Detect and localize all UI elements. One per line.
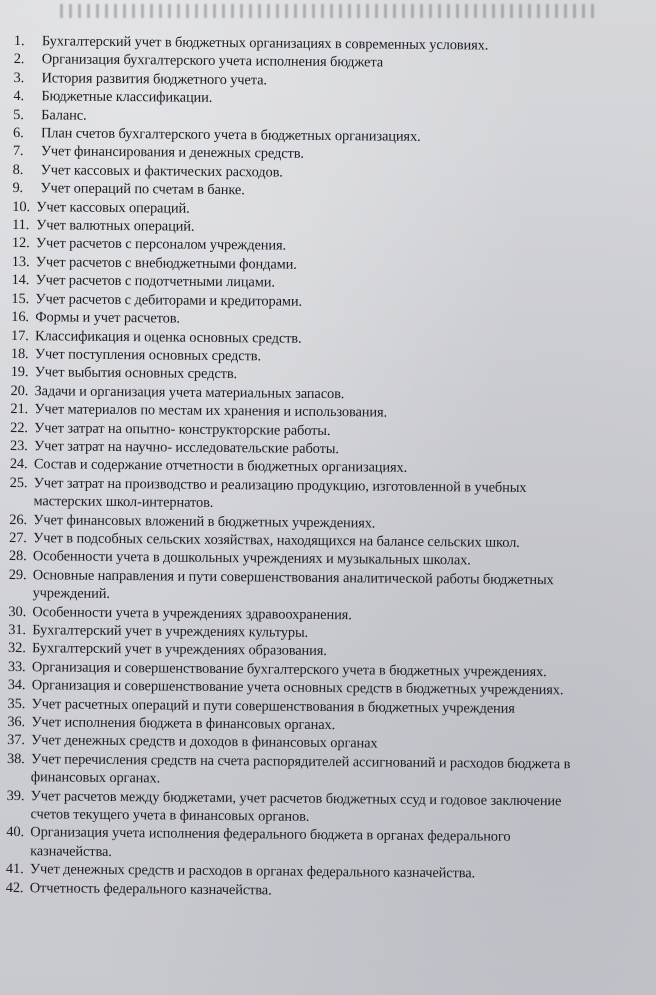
item-number: 33. <box>7 658 26 675</box>
list-item <box>7 750 637 793</box>
item-number: 21. <box>10 401 29 418</box>
item-number: 18. <box>10 345 29 363</box>
item-text: Учет расчетов с дебиторами и кредиторами. <box>35 290 303 310</box>
item-text: Бухгалтерский учет в учреждениях культуры. <box>32 622 309 641</box>
item-number: 30. <box>8 603 27 620</box>
item-number: 9. <box>12 180 24 197</box>
item-number: 29. <box>8 566 27 583</box>
item-text: Классификация и оценка основных средств. <box>35 327 302 347</box>
list-item <box>9 474 639 517</box>
item-number: 34. <box>7 677 26 694</box>
item-number: 14. <box>11 272 30 289</box>
item-number: 17. <box>11 327 29 344</box>
item-number: 1. <box>13 32 25 50</box>
item-number: 23. <box>9 437 28 455</box>
item-text: Учет расчетов с внебюджетными фондами. <box>35 254 297 273</box>
item-number: 31. <box>8 621 27 639</box>
item-number: 39. <box>6 787 25 804</box>
item-text: Задачи и организация учета материальных запасов. <box>34 382 345 402</box>
list-item <box>9 566 639 609</box>
item-number: 42. <box>5 879 24 896</box>
item-number: 27. <box>9 529 27 547</box>
item-text: Бюджетные классификации. <box>41 88 213 107</box>
item-number: 24. <box>9 456 28 473</box>
item-number: 35. <box>7 695 26 712</box>
item-number: 26. <box>9 511 28 528</box>
item-text: Основные направления и пути совершенствования аналитической работы бюджетных учреждений. <box>32 566 554 603</box>
item-number: 28. <box>8 548 27 565</box>
item-number: 7. <box>12 143 24 160</box>
item-text: Состав и содержание отчетности в бюджетных организациях. <box>33 456 408 477</box>
item-text: Учет затрат на научно- исследовательские работы. <box>33 438 339 458</box>
item-text: Учет кассовых операций. <box>36 198 190 217</box>
item-text: Учет денежных средств и доходов в финансовых органах <box>31 732 378 752</box>
item-number: 37. <box>7 732 25 749</box>
item-text: Организация и совершенствование бухгалтерского учета в бюджетных учреждениях. <box>31 659 547 680</box>
item-text: Учет расчетов между бюджетами, учет расчетов бюджетных ссуд и годовое заключение счетов текущего учета в финансовых органов. <box>30 787 562 825</box>
item-number: 2. <box>13 51 25 68</box>
item-number: 15. <box>11 290 30 307</box>
item-text: Учет затрат на производство и реализацию продукцию, изготовленной в учебных мастерских школ-интернатов. <box>33 474 527 512</box>
item-text: Отчетность федерального казначейства. <box>29 879 272 899</box>
item-text: План счетов бухгалтерского учета в бюджетных организациях. <box>40 125 421 145</box>
item-text: Учет кассовых и фактических расходов. <box>40 162 283 181</box>
item-number: 4. <box>13 88 25 105</box>
item-number: 5. <box>13 106 24 123</box>
item-text: Бухгалтерский учет в учреждениях образования. <box>32 640 327 660</box>
item-text: Учет валютных операций. <box>36 217 195 235</box>
item-number: 11. <box>12 217 30 234</box>
item-number: 41. <box>5 861 24 878</box>
item-number: 12. <box>11 235 30 252</box>
item-number: 25. <box>9 474 28 491</box>
item-text: Организация учета исполнения федерального бюджета в органах федерального казначейства. <box>30 824 511 860</box>
item-text: Учет финансирования и денежных средств. <box>40 143 305 163</box>
item-text: Учет расчетных операций и пути совершенствования в бюджетных учреждения <box>31 695 515 717</box>
item-text: Учет финансовых вложений в бюджетных учреждениях. <box>33 511 376 532</box>
list-item <box>6 787 636 830</box>
item-text: Организация и совершенствование учета основных средств в бюджетных учреждениях. <box>31 677 564 699</box>
item-text: Учет затрат на опытно- конструкторские работы. <box>34 419 331 439</box>
topic-list-sheet <box>6 32 644 903</box>
item-text: Баланс. <box>41 106 87 124</box>
item-number: 36. <box>7 713 26 731</box>
item-number: 3. <box>13 69 25 86</box>
item-number: 8. <box>12 161 24 178</box>
item-text: Особенности учета в учреждениях здравоохранения. <box>32 603 352 623</box>
item-text: История развития бюджетного учета. <box>41 70 267 89</box>
item-number: 6. <box>12 125 24 142</box>
item-text: Учет перечисления средств на счета распорядителей ассигнований и расходов бюджета в финансовых органах. <box>30 751 571 787</box>
item-text: Бухгалтерский учет в бюджетных организациях в современных условиях. <box>41 33 489 54</box>
item-number: 16. <box>11 309 30 326</box>
item-text: Особенности учета в дошкольных учреждениях и музыкальных школах. <box>32 548 471 569</box>
item-text: Учет материалов по местам их хранения и использования. <box>34 401 388 421</box>
item-number: 40. <box>6 824 25 841</box>
item-text: Формы и учет расчетов. <box>35 309 181 327</box>
topic-list <box>6 32 644 903</box>
item-number: 13. <box>11 253 30 271</box>
item-number: 20. <box>10 382 29 399</box>
item-text: Учет выбытия основных средств. <box>34 364 238 383</box>
item-text: Учет исполнения бюджета в финансовых органах. <box>31 714 336 734</box>
item-number: 38. <box>6 750 25 767</box>
item-number: 19. <box>10 364 29 381</box>
item-text: Учет расчетов с подотчетными лицами. <box>35 272 275 291</box>
item-text: Учет поступления основных средств. <box>34 346 262 365</box>
item-number: 22. <box>10 419 28 436</box>
item-text: Учет расчетов с персоналом учреждения. <box>35 235 287 255</box>
item-text: Организация бухгалтерского учета исполнения бюджета <box>41 51 384 71</box>
item-text: Учет в подсобных сельских хозяйствах, находящихся на балансе сельских школ. <box>33 530 520 551</box>
list-item <box>6 823 636 866</box>
item-text: Учет денежных средств и расходов в органах федерального казначейства. <box>29 861 476 882</box>
item-text: Учет операций по счетам в банке. <box>40 180 245 199</box>
faded-header-text <box>60 4 600 18</box>
item-number: 10. <box>12 198 31 215</box>
item-number: 32. <box>8 640 26 657</box>
